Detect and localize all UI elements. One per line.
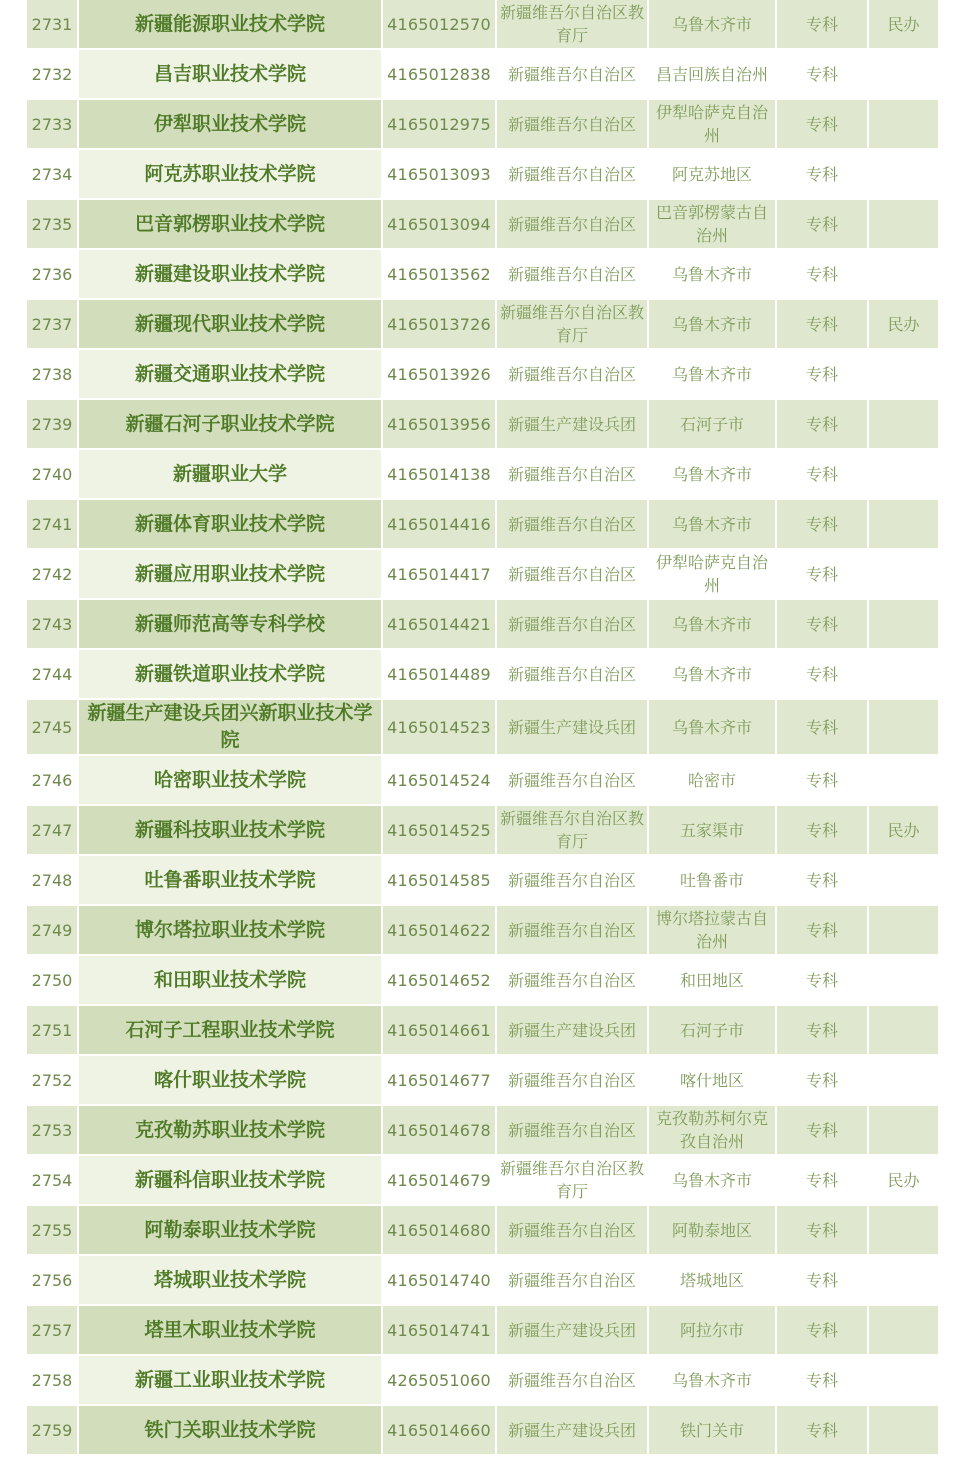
school-location: 阿克苏地区 xyxy=(649,150,777,200)
school-name: 新疆工业职业技术学院 xyxy=(79,1356,383,1406)
school-location: 五家渠市 xyxy=(649,806,777,856)
school-note xyxy=(869,1356,938,1406)
school-code: 4165014416 xyxy=(383,500,497,550)
table-row xyxy=(27,150,938,200)
school-location: 哈密市 xyxy=(649,756,777,806)
education-level: 专科 xyxy=(777,650,869,700)
table-row xyxy=(27,50,938,100)
school-location: 乌鲁木齐市 xyxy=(649,300,777,350)
school-note xyxy=(869,1106,938,1156)
supervising-authority: 新疆生产建设兵团 xyxy=(497,1006,649,1056)
row-index: 2738 xyxy=(27,350,79,400)
education-level: 专科 xyxy=(777,300,869,350)
school-location: 克孜勒苏柯尔克孜自治州 xyxy=(649,1106,777,1156)
school-code: 4165013093 xyxy=(383,150,497,200)
row-index: 2744 xyxy=(27,650,79,700)
supervising-authority: 新疆维吾尔自治区 xyxy=(497,350,649,400)
school-code: 4165013926 xyxy=(383,350,497,400)
table-row xyxy=(27,650,938,700)
school-note xyxy=(869,650,938,700)
school-note xyxy=(869,906,938,956)
school-location: 吐鲁番市 xyxy=(649,856,777,906)
school-note xyxy=(869,250,938,300)
school-name: 塔城职业技术学院 xyxy=(79,1256,383,1306)
supervising-authority: 新疆维吾尔自治区 xyxy=(497,1256,649,1306)
school-code: 4165014421 xyxy=(383,600,497,650)
school-name: 阿勒泰职业技术学院 xyxy=(79,1206,383,1256)
school-name: 伊犁职业技术学院 xyxy=(79,100,383,150)
table-row xyxy=(27,600,938,650)
education-level: 专科 xyxy=(777,1156,869,1206)
school-name: 阿克苏职业技术学院 xyxy=(79,150,383,200)
supervising-authority: 新疆生产建设兵团 xyxy=(497,400,649,450)
school-code: 4165014741 xyxy=(383,1306,497,1356)
school-name: 新疆科技职业技术学院 xyxy=(79,806,383,856)
school-name: 新疆科信职业技术学院 xyxy=(79,1156,383,1206)
school-name: 哈密职业技术学院 xyxy=(79,756,383,806)
supervising-authority: 新疆维吾尔自治区 xyxy=(497,906,649,956)
school-location: 铁门关市 xyxy=(649,1406,777,1456)
row-index: 2741 xyxy=(27,500,79,550)
school-note xyxy=(869,1056,938,1106)
table-row xyxy=(27,300,938,350)
table-row xyxy=(27,906,938,956)
table-row xyxy=(27,550,938,600)
school-note: 民办 xyxy=(869,0,938,50)
table-row xyxy=(27,1006,938,1056)
supervising-authority: 新疆生产建设兵团 xyxy=(497,1406,649,1456)
row-index: 2736 xyxy=(27,250,79,300)
row-index: 2734 xyxy=(27,150,79,200)
school-code: 4165014680 xyxy=(383,1206,497,1256)
supervising-authority: 新疆维吾尔自治区 xyxy=(497,550,649,600)
school-note xyxy=(869,550,938,600)
table-row xyxy=(27,450,938,500)
supervising-authority: 新疆维吾尔自治区 xyxy=(497,100,649,150)
school-note xyxy=(869,1206,938,1256)
table-row xyxy=(27,1106,938,1156)
school-list-table xyxy=(27,0,938,1456)
education-level: 专科 xyxy=(777,100,869,150)
school-note xyxy=(869,350,938,400)
school-name: 铁门关职业技术学院 xyxy=(79,1406,383,1456)
education-level: 专科 xyxy=(777,806,869,856)
school-code: 4165013562 xyxy=(383,250,497,300)
school-note: 民办 xyxy=(869,300,938,350)
education-level: 专科 xyxy=(777,1206,869,1256)
table-row xyxy=(27,500,938,550)
school-note xyxy=(869,600,938,650)
supervising-authority: 新疆维吾尔自治区教育厅 xyxy=(497,806,649,856)
school-note xyxy=(869,756,938,806)
school-code: 4165012975 xyxy=(383,100,497,150)
school-location: 乌鲁木齐市 xyxy=(649,350,777,400)
row-index: 2735 xyxy=(27,200,79,250)
row-index: 2737 xyxy=(27,300,79,350)
school-location: 伊犁哈萨克自治州 xyxy=(649,100,777,150)
table-row xyxy=(27,756,938,806)
school-location: 乌鲁木齐市 xyxy=(649,450,777,500)
supervising-authority: 新疆维吾尔自治区 xyxy=(497,1106,649,1156)
school-code: 4165014524 xyxy=(383,756,497,806)
supervising-authority: 新疆维吾尔自治区 xyxy=(497,856,649,906)
school-code: 4165014523 xyxy=(383,700,497,756)
table-row xyxy=(27,100,938,150)
education-level: 专科 xyxy=(777,1406,869,1456)
table-row xyxy=(27,1056,938,1106)
education-level: 专科 xyxy=(777,550,869,600)
school-name: 昌吉职业技术学院 xyxy=(79,50,383,100)
school-code: 4165014661 xyxy=(383,1006,497,1056)
school-note xyxy=(869,150,938,200)
supervising-authority: 新疆维吾尔自治区教育厅 xyxy=(497,1156,649,1206)
school-note xyxy=(869,956,938,1006)
school-name: 新疆师范高等专科学校 xyxy=(79,600,383,650)
supervising-authority: 新疆维吾尔自治区教育厅 xyxy=(497,300,649,350)
table-row xyxy=(27,1156,938,1206)
row-index: 2758 xyxy=(27,1356,79,1406)
school-note xyxy=(869,1406,938,1456)
row-index: 2759 xyxy=(27,1406,79,1456)
table-row xyxy=(27,700,938,756)
school-name: 塔里木职业技术学院 xyxy=(79,1306,383,1356)
table-row xyxy=(27,250,938,300)
supervising-authority: 新疆维吾尔自治区 xyxy=(497,250,649,300)
school-note xyxy=(869,1006,938,1056)
school-note xyxy=(869,50,938,100)
table-row xyxy=(27,806,938,856)
supervising-authority: 新疆维吾尔自治区 xyxy=(497,150,649,200)
school-name: 新疆生产建设兵团兴新职业技术学院 xyxy=(79,700,383,756)
school-location: 和田地区 xyxy=(649,956,777,1006)
school-location: 阿拉尔市 xyxy=(649,1306,777,1356)
supervising-authority: 新疆维吾尔自治区 xyxy=(497,756,649,806)
row-index: 2742 xyxy=(27,550,79,600)
school-note xyxy=(869,500,938,550)
row-index: 2745 xyxy=(27,700,79,756)
school-location: 乌鲁木齐市 xyxy=(649,1356,777,1406)
school-location: 喀什地区 xyxy=(649,1056,777,1106)
school-location: 石河子市 xyxy=(649,1006,777,1056)
education-level: 专科 xyxy=(777,0,869,50)
table-row xyxy=(27,1356,938,1406)
education-level: 专科 xyxy=(777,500,869,550)
row-index: 2748 xyxy=(27,856,79,906)
education-level: 专科 xyxy=(777,1106,869,1156)
education-level: 专科 xyxy=(777,1256,869,1306)
school-name: 石河子工程职业技术学院 xyxy=(79,1006,383,1056)
education-level: 专科 xyxy=(777,906,869,956)
school-location: 石河子市 xyxy=(649,400,777,450)
school-code: 4265051060 xyxy=(383,1356,497,1406)
table-row xyxy=(27,1256,938,1306)
education-level: 专科 xyxy=(777,400,869,450)
school-location: 乌鲁木齐市 xyxy=(649,600,777,650)
school-code: 4165014622 xyxy=(383,906,497,956)
school-note xyxy=(869,1256,938,1306)
school-location: 乌鲁木齐市 xyxy=(649,0,777,50)
school-location: 乌鲁木齐市 xyxy=(649,500,777,550)
education-level: 专科 xyxy=(777,200,869,250)
row-index: 2754 xyxy=(27,1156,79,1206)
school-name: 吐鲁番职业技术学院 xyxy=(79,856,383,906)
row-index: 2743 xyxy=(27,600,79,650)
supervising-authority: 新疆维吾尔自治区 xyxy=(497,200,649,250)
education-level: 专科 xyxy=(777,756,869,806)
school-code: 4165012570 xyxy=(383,0,497,50)
row-index: 2755 xyxy=(27,1206,79,1256)
school-name: 新疆现代职业技术学院 xyxy=(79,300,383,350)
school-location: 乌鲁木齐市 xyxy=(649,650,777,700)
education-level: 专科 xyxy=(777,450,869,500)
supervising-authority: 新疆维吾尔自治区 xyxy=(497,956,649,1006)
table-row xyxy=(27,200,938,250)
school-code: 4165014585 xyxy=(383,856,497,906)
supervising-authority: 新疆生产建设兵团 xyxy=(497,700,649,756)
row-index: 2753 xyxy=(27,1106,79,1156)
supervising-authority: 新疆维吾尔自治区 xyxy=(497,500,649,550)
education-level: 专科 xyxy=(777,700,869,756)
school-note xyxy=(869,400,938,450)
school-code: 4165014525 xyxy=(383,806,497,856)
education-level: 专科 xyxy=(777,1306,869,1356)
education-level: 专科 xyxy=(777,50,869,100)
school-location: 巴音郭楞蒙古自治州 xyxy=(649,200,777,250)
table-row xyxy=(27,856,938,906)
education-level: 专科 xyxy=(777,1356,869,1406)
school-note xyxy=(869,856,938,906)
school-name: 新疆应用职业技术学院 xyxy=(79,550,383,600)
education-level: 专科 xyxy=(777,856,869,906)
supervising-authority: 新疆维吾尔自治区 xyxy=(497,1056,649,1106)
school-code: 4165014652 xyxy=(383,956,497,1006)
school-location: 伊犁哈萨克自治州 xyxy=(649,550,777,600)
school-code: 4165013956 xyxy=(383,400,497,450)
education-level: 专科 xyxy=(777,1006,869,1056)
table-row xyxy=(27,1306,938,1356)
school-note xyxy=(869,450,938,500)
school-code: 4165013094 xyxy=(383,200,497,250)
school-name: 喀什职业技术学院 xyxy=(79,1056,383,1106)
school-name: 克孜勒苏职业技术学院 xyxy=(79,1106,383,1156)
school-name: 巴音郭楞职业技术学院 xyxy=(79,200,383,250)
school-note xyxy=(869,1306,938,1356)
table-body xyxy=(27,0,938,1456)
school-name: 和田职业技术学院 xyxy=(79,956,383,1006)
school-name: 新疆体育职业技术学院 xyxy=(79,500,383,550)
education-level: 专科 xyxy=(777,350,869,400)
supervising-authority: 新疆维吾尔自治区 xyxy=(497,1206,649,1256)
education-level: 专科 xyxy=(777,956,869,1006)
school-location: 乌鲁木齐市 xyxy=(649,250,777,300)
row-index: 2733 xyxy=(27,100,79,150)
school-list-table-wrapper xyxy=(27,0,938,1456)
supervising-authority: 新疆维吾尔自治区 xyxy=(497,450,649,500)
education-level: 专科 xyxy=(777,250,869,300)
school-name: 新疆建设职业技术学院 xyxy=(79,250,383,300)
school-location: 塔城地区 xyxy=(649,1256,777,1306)
school-code: 4165014417 xyxy=(383,550,497,600)
row-index: 2731 xyxy=(27,0,79,50)
school-code: 4165014660 xyxy=(383,1406,497,1456)
school-note: 民办 xyxy=(869,1156,938,1206)
row-index: 2732 xyxy=(27,50,79,100)
school-location: 昌吉回族自治州 xyxy=(649,50,777,100)
row-index: 2739 xyxy=(27,400,79,450)
supervising-authority: 新疆维吾尔自治区 xyxy=(497,600,649,650)
supervising-authority: 新疆维吾尔自治区 xyxy=(497,50,649,100)
education-level: 专科 xyxy=(777,600,869,650)
school-code: 4165014677 xyxy=(383,1056,497,1106)
row-index: 2757 xyxy=(27,1306,79,1356)
school-name: 新疆职业大学 xyxy=(79,450,383,500)
school-note xyxy=(869,700,938,756)
row-index: 2749 xyxy=(27,906,79,956)
school-name: 新疆石河子职业技术学院 xyxy=(79,400,383,450)
school-code: 4165012838 xyxy=(383,50,497,100)
school-location: 乌鲁木齐市 xyxy=(649,700,777,756)
school-code: 4165014740 xyxy=(383,1256,497,1306)
school-name: 博尔塔拉职业技术学院 xyxy=(79,906,383,956)
supervising-authority: 新疆维吾尔自治区 xyxy=(497,650,649,700)
school-name: 新疆能源职业技术学院 xyxy=(79,0,383,50)
school-note xyxy=(869,200,938,250)
school-location: 阿勒泰地区 xyxy=(649,1206,777,1256)
row-index: 2756 xyxy=(27,1256,79,1306)
supervising-authority: 新疆维吾尔自治区 xyxy=(497,1356,649,1406)
row-index: 2750 xyxy=(27,956,79,1006)
school-code: 4165014138 xyxy=(383,450,497,500)
table-row xyxy=(27,400,938,450)
row-index: 2751 xyxy=(27,1006,79,1056)
school-code: 4165014489 xyxy=(383,650,497,700)
school-location: 乌鲁木齐市 xyxy=(649,1156,777,1206)
school-code: 4165014679 xyxy=(383,1156,497,1206)
school-note: 民办 xyxy=(869,806,938,856)
row-index: 2746 xyxy=(27,756,79,806)
school-name: 新疆交通职业技术学院 xyxy=(79,350,383,400)
education-level: 专科 xyxy=(777,1056,869,1106)
school-note xyxy=(869,100,938,150)
supervising-authority: 新疆生产建设兵团 xyxy=(497,1306,649,1356)
row-index: 2747 xyxy=(27,806,79,856)
supervising-authority: 新疆维吾尔自治区教育厅 xyxy=(497,0,649,50)
table-row xyxy=(27,350,938,400)
table-row xyxy=(27,956,938,1006)
school-code: 4165014678 xyxy=(383,1106,497,1156)
school-code: 4165013726 xyxy=(383,300,497,350)
school-location: 博尔塔拉蒙古自治州 xyxy=(649,906,777,956)
row-index: 2752 xyxy=(27,1056,79,1106)
table-row xyxy=(27,1406,938,1456)
school-name: 新疆铁道职业技术学院 xyxy=(79,650,383,700)
table-row xyxy=(27,1206,938,1256)
row-index: 2740 xyxy=(27,450,79,500)
table-row xyxy=(27,0,938,50)
education-level: 专科 xyxy=(777,150,869,200)
